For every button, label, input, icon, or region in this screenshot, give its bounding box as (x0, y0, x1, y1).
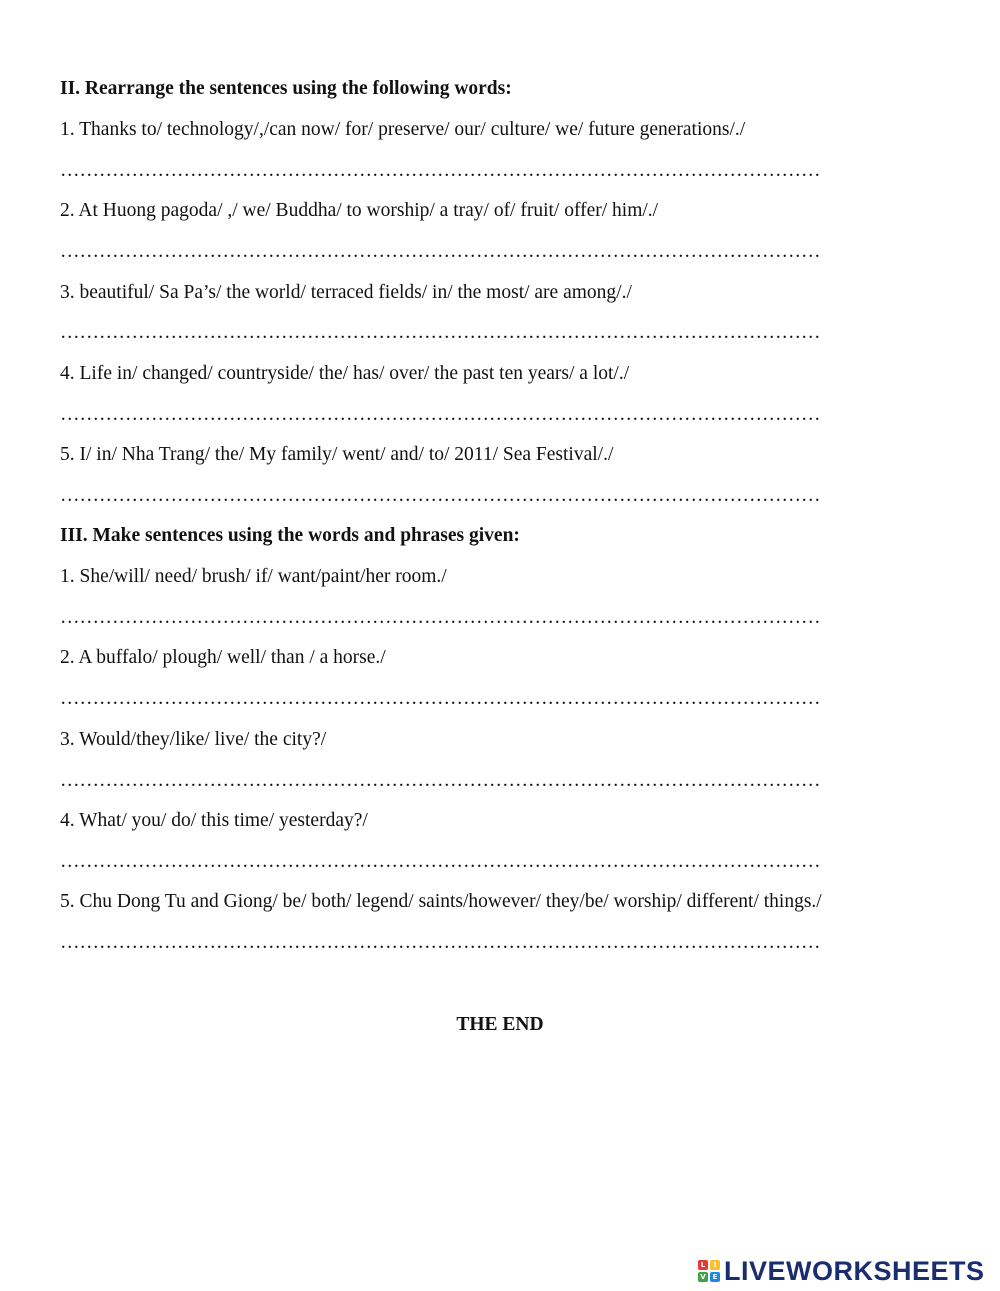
section-3-item-1: 1. She/will/ need/ brush/ if/ want/paint/her room./ (60, 566, 447, 587)
section-2-heading: II. Rearrange the sentences using the following words: (60, 78, 512, 99)
answer-line[interactable]: ……………………………………………………………………………………………………… (60, 404, 821, 425)
answer-line[interactable]: ……………………………………………………………………………………………………… (60, 770, 821, 791)
the-end-label: THE END (456, 1014, 544, 1035)
section-3-item-2: 2. A buffalo/ plough/ well/ than / a horse./ (60, 647, 386, 668)
section-3-heading: III. Make sentences using the words and phrases given: (60, 525, 520, 546)
liveworksheets-logo-text: LIVEWORKSHEETS (724, 1256, 985, 1286)
answer-line[interactable]: ……………………………………………………………………………………………………… (60, 932, 821, 953)
section-2-item-4: 4. Life in/ changed/ countryside/ the/ has/ over/ the past ten years/ a lot/./ (60, 363, 630, 384)
section-2-item-2: 2. At Huong pagoda/ ,/ we/ Buddha/ to worship/ a tray/ of/ fruit/ offer/ him/./ (60, 200, 659, 221)
answer-line[interactable]: ……………………………………………………………………………………………………… (60, 688, 821, 709)
answer-line[interactable]: ……………………………………………………………………………………………………… (60, 485, 821, 506)
answer-line[interactable]: ……………………………………………………………………………………………………… (60, 322, 821, 343)
section-3-item-3: 3. Would/they/like/ live/ the city?/ (60, 729, 327, 750)
liveworksheets-logo-icon (698, 1260, 720, 1282)
answer-line[interactable]: ……………………………………………………………………………………………………… (60, 851, 821, 872)
liveworksheets-logo[interactable] (698, 1254, 985, 1288)
section-3-item-5: 5. Chu Dong Tu and Giong/ be/ both/ legend/ saints/however/ they/be/ worship/ different/ things./ (60, 891, 822, 912)
answer-line[interactable]: ……………………………………………………………………………………………………… (60, 607, 821, 628)
logo-block-l: L (698, 1260, 708, 1270)
section-2-item-3: 3. beautiful/ Sa Pa’s/ the world/ terraced fields/ in/ the most/ are among/./ (60, 282, 632, 303)
logo-block-e: E (710, 1272, 720, 1282)
logo-block-i: I (710, 1260, 720, 1270)
section-2-item-5: 5. I/ in/ Nha Trang/ the/ My family/ went/ and/ to/ 2011/ Sea Festival/./ (60, 444, 614, 465)
section-2-item-1: 1. Thanks to/ technology/,/can now/ for/ preserve/ our/ culture/ we/ future generations/./ (60, 119, 746, 140)
section-3-item-4: 4. What/ you/ do/ this time/ yesterday?/ (60, 810, 368, 831)
answer-line[interactable]: ……………………………………………………………………………………………………… (60, 241, 821, 262)
logo-block-v: V (698, 1272, 708, 1282)
answer-line[interactable]: ……………………………………………………………………………………………………… (60, 160, 821, 181)
